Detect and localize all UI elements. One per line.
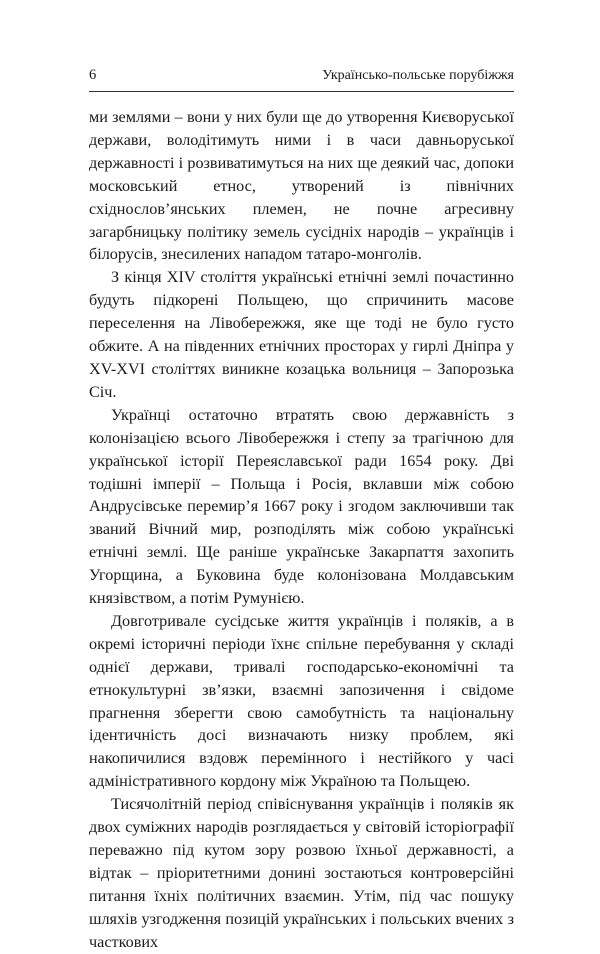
paragraph: З кінця XIV століття українські етнічні землі почастинно будуть підкорені Польщею, що спричинить масове переселення на Лівобережжя, яке ще тоді не було густо обжите. А на південних етнічних просторах у гирлі Дніпра у XV-XVI століттях виникне козацька вольниця – Запорозька Січ.	[89, 268, 514, 401]
paragraph: Тисячолітній період співіснування українців і поляків як двох суміжних народів розглядається у світовій історіографії переважно під кутом зору розвою їхньої державності, а відтак – пріоритетними донині зостаються контроверсійні питання їхніх політичних взаємин. Утім, під час пошуку шляхів узгодження позицій українських і польських вчених з часткових	[89, 795, 514, 951]
running-header	[89, 66, 514, 92]
running-title: Українсько-польське порубіжжя	[322, 68, 514, 83]
body-text	[89, 106, 514, 954]
paragraph-continuation: ми землями – вони у них були ще до утворення Києворуської держави, володітимуть ними і в часи давньоруської державності і розвиватимуться на них ще деякий час, допоки московський етнос, утворений із північних східнослов’янських племен, не почне агресивну загарбницьку політику земель сусідніх народів – українців і білорусів, знесилених нападом татаро-монголів.	[89, 108, 514, 264]
page-number: 6	[89, 67, 97, 83]
book-page	[89, 66, 514, 954]
paragraph: Довготривале сусідське життя українців і поляків, а в окремі історичні періоди їхнє спільне перебування у складі однієї держави, тривалі господарсько-економічні та етнокультурні зв’язки, взаємні запозичення і свідоме прагнення зберегти свою самобутність та національну ідентичність досі визначають низку проблем, які накопичилися вздовж перемінного і нестійкого у часі адміністративного кордону між Україною та Польщею.	[89, 611, 514, 791]
paragraph: Українці остаточно втратять свою державність з колонізацією всього Лівобережжя і степу за трагічною для української історії Переяславської ради 1654 року. Дві тодішні імперії – Польща і Росія, вклавши між собою Андрусівське перемир’я 1667 року і згодом заключивши так званий Вічний мир, розподілять між собою українські етнічні землі. Ще раніше українське Закарпаття захопить Угорщина, а Буковина буде колонізована Молдавським князівством, а потім Румунією.	[89, 405, 514, 608]
